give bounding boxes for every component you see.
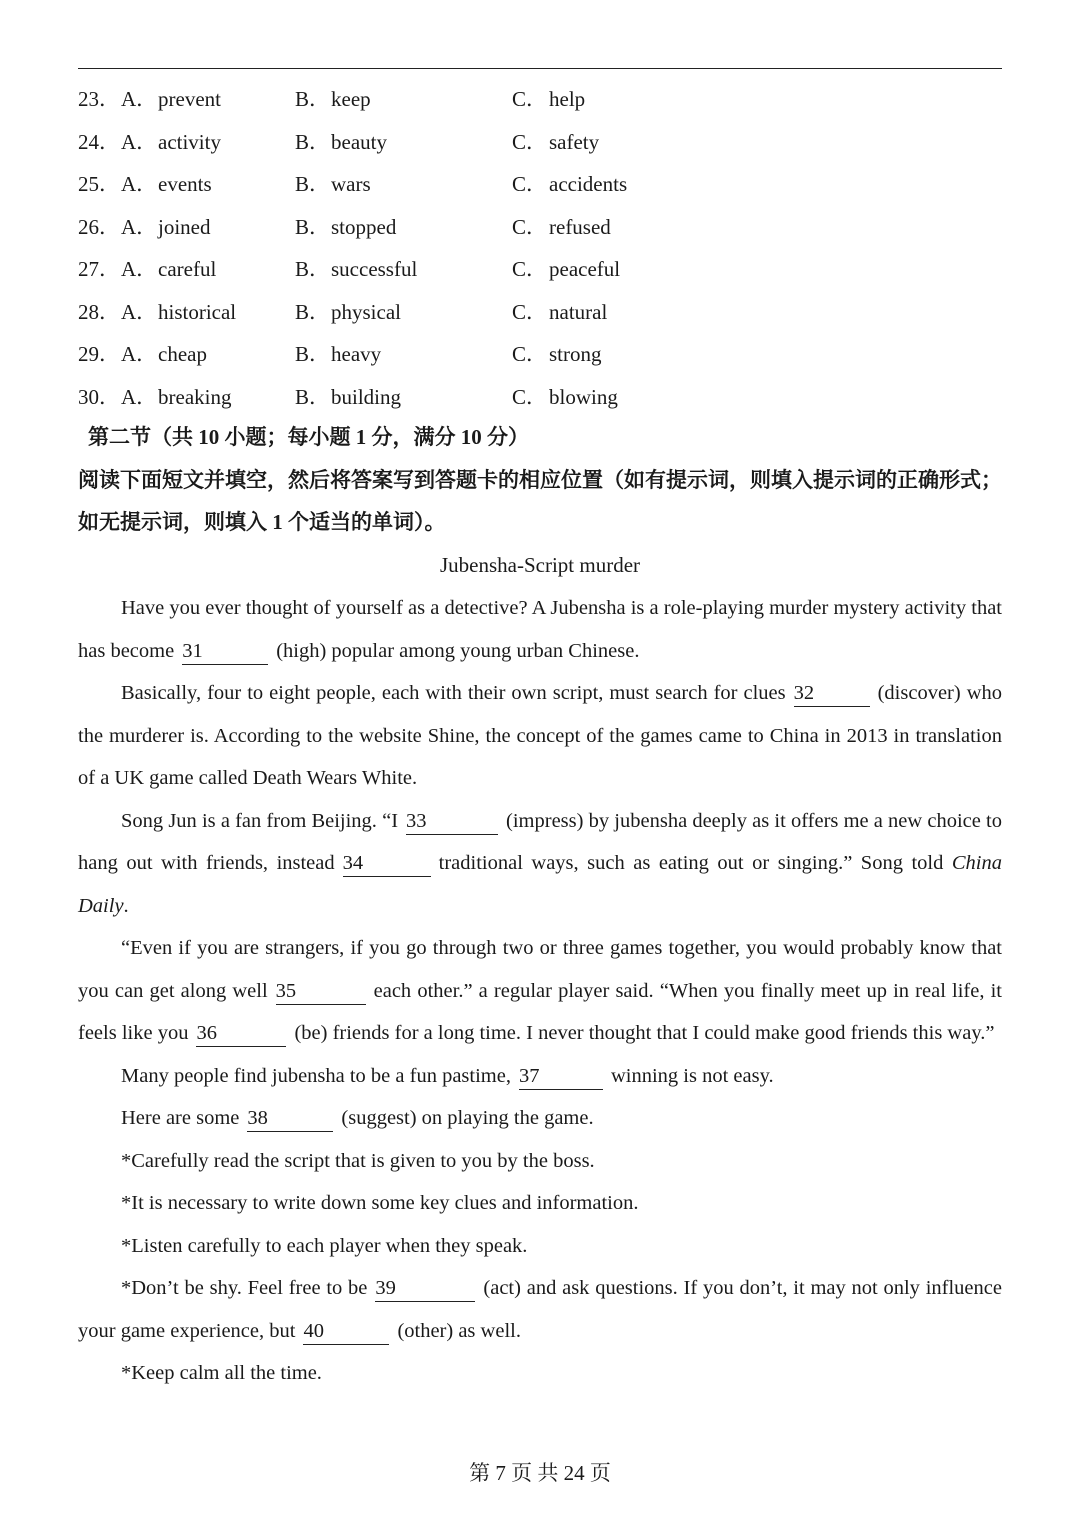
option-a-text: activity [158,129,221,154]
tip-5: *Keep calm all the time. [121,1362,322,1384]
option-b-label: B． [295,214,331,239]
paragraph-2 [78,672,1002,800]
text: “Even if you are strangers, if you go through two or three games together, you would probably know that you can get along well [78,937,1002,1002]
text: traditional ways, such as eating out or singing.” Song told [438,852,944,874]
option-a-text: cheap [158,342,207,366]
option-a-text: historical [158,299,237,324]
options-list [78,78,1002,418]
text: (high) popular among young urban Chinese. [276,639,640,662]
text: (discover) who the murderer is. According to the website Shine, the concept of the games came to China in 2013 in translation of a UK game called Death Wears White. [78,682,1003,789]
option-b-text: stopped [331,214,397,239]
option-a-text: breaking [158,384,232,409]
option-b-label: B． [295,129,331,154]
option-b-text: keep [331,87,371,111]
option-a-label: A． [121,129,158,154]
option-c-text: help [549,87,586,111]
tip-4 [78,1267,1002,1352]
top-rule [78,68,1002,69]
option-row [78,206,1002,249]
option-b-text: physical [331,299,401,324]
section-heading: 第二节（共 10 小题；每小题 1 分，满分 10 分） [88,425,529,449]
option-row [78,291,1002,334]
section-instruction: 阅读下面短文并填空，然后将答案写到答题卡的相应位置（如有提示词，则填入提示词的正确形式；如无提示词，则填入 1 个适当的单词）。 [78,467,1002,534]
text: Have you ever thought of yourself as a detective? A Jubensha is a role-playing murder mystery activity that has become [78,597,1002,662]
blank-32: 32 [794,680,870,707]
blank-31: 31 [182,638,268,665]
option-c-label: C． [512,384,548,409]
option-row [78,78,1002,121]
option-a-label: A． [121,214,158,239]
paragraph-5 [78,1055,1002,1098]
blank-33: 33 [406,808,498,835]
question-number: 29． [78,342,120,366]
option-b-label: B． [295,87,331,111]
option-a-label: A． [121,342,158,366]
text: *Don’t be shy. Feel free to be [121,1277,368,1299]
section-two [78,416,1002,544]
question-number: 25． [78,172,120,196]
option-row [78,333,1002,376]
question-number: 23． [78,87,120,111]
page-footer: 第 7 页 共 24 页 [469,1461,611,1485]
blank-38: 38 [247,1105,333,1132]
option-b-text: heavy [331,342,382,366]
blank-36: 36 [196,1020,286,1047]
text: Basically, four to eight people, each with their own script, must search for clues [121,682,786,704]
option-c-text: accidents [549,172,628,196]
option-c-label: C． [512,129,548,154]
option-b-text: successful [331,257,418,281]
question-number: 26． [78,214,120,239]
text: each other.” a regular player said. “When you finally meet up in real life, it feels like you [78,979,1002,1044]
question-number: 28． [78,299,120,324]
option-c-label: C． [512,87,548,111]
article-title: Jubensha-Script murder [439,553,641,577]
option-c-label: C． [512,172,548,196]
option-row [78,248,1002,291]
option-a-text: events [158,172,212,196]
text: (suggest) on playing the game. [341,1107,594,1129]
question-number: 30． [78,384,120,409]
text: Here are some [121,1107,240,1129]
option-c-label: C． [512,342,548,366]
article-body [78,587,1002,1395]
question-number: 24． [78,129,120,154]
option-a-label: A． [121,87,158,111]
option-c-text: refused [549,214,611,239]
option-a-label: A． [121,299,158,324]
option-row [78,163,1002,206]
paragraph-6 [78,1097,1002,1140]
text: . [123,894,129,917]
blank-39: 39 [375,1275,475,1302]
paragraph-1 [78,587,1002,672]
option-a-text: joined [158,214,211,239]
publication-name: China Daily [78,852,1002,917]
option-b-text: building [331,384,402,409]
tip-1: *Carefully read the script that is given to you by the boss. [121,1149,595,1172]
tip-2: *It is necessary to write down some key clues and information. [121,1192,639,1214]
option-row [78,121,1002,164]
option-c-text: blowing [549,384,618,409]
text: (act) and ask questions. If you don’t, it may not only influence your game experience, but [78,1277,1002,1342]
option-c-text: strong [549,342,602,366]
option-a-text: careful [158,257,217,281]
option-b-label: B． [295,257,331,281]
blank-35: 35 [276,978,366,1005]
text: (other) as well. [397,1319,521,1342]
text: (be) friends for a long time. I never thought that I could make good friends this way.” [294,1022,995,1044]
option-c-text: natural [549,299,608,324]
blank-34: 34 [343,850,431,877]
option-b-label: B． [295,299,331,324]
option-c-label: C． [512,257,548,281]
option-a-label: A． [121,384,158,409]
option-b-label: B． [295,172,331,196]
option-c-label: C． [512,299,548,324]
option-a-label: A． [121,257,158,281]
text: winning is not easy. [610,1064,774,1087]
text: Many people find jubensha to be a fun pastime, [121,1064,511,1087]
blank-37: 37 [519,1063,603,1090]
tip-3: *Listen carefully to each player when they speak. [121,1234,528,1257]
option-b-text: wars [331,172,371,196]
option-row [78,376,1002,419]
option-b-text: beauty [331,129,387,154]
option-a-label: A． [121,172,158,196]
option-c-label: C． [512,214,548,239]
text: Song Jun is a fan from Beijing. “I [121,809,399,832]
paragraph-3 [78,800,1002,928]
option-a-text: prevent [158,87,221,111]
option-c-text: peaceful [549,257,621,281]
option-c-text: safety [549,129,600,154]
blank-40: 40 [303,1318,389,1345]
paragraph-4 [78,927,1002,1055]
option-b-label: B． [295,342,331,366]
text: (impress) by jubensha deeply as it offers me a new choice to hang out with friends, instead [78,809,1002,874]
question-number: 27． [78,257,120,281]
option-b-label: B． [295,384,331,409]
